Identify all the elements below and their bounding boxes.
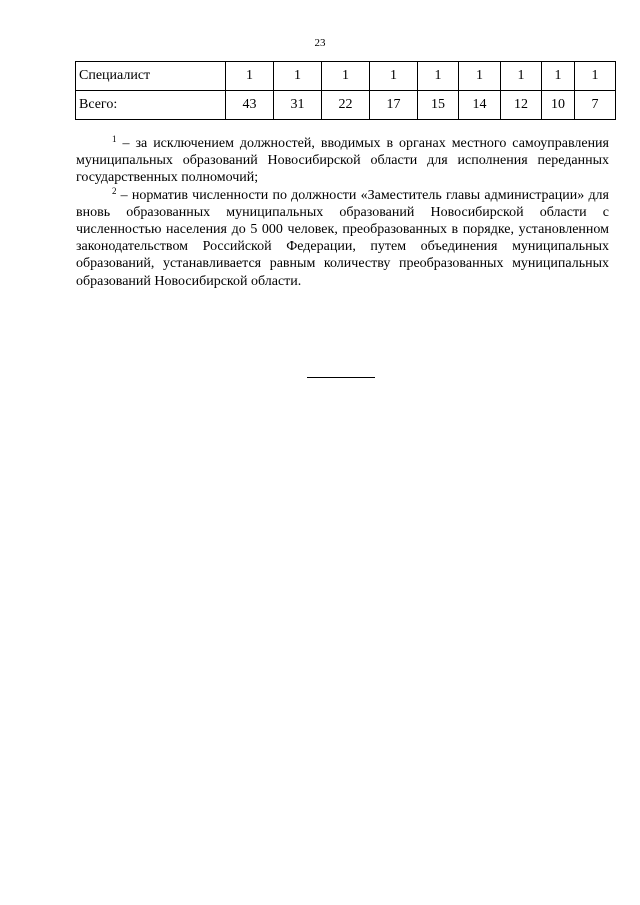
table-cell: 17 [370,91,418,120]
table-cell: 7 [575,91,616,120]
end-divider [307,377,375,378]
table-cell: 43 [226,91,274,120]
table-cell: 1 [370,62,418,91]
table-cell: 31 [274,91,322,120]
table-row-specialist [76,62,616,91]
table-cell: 10 [542,91,575,120]
table-cell: 1 [418,62,459,91]
staffing-table [75,61,616,120]
table-cell: 15 [418,91,459,120]
page-number: 23 [314,37,326,49]
table-cell: 1 [501,62,542,91]
table-cell: 22 [322,91,370,120]
footnote-mark: 2 [112,185,117,196]
table-cell: 1 [274,62,322,91]
table-cell: 1 [459,62,501,91]
footnote-text: – за исключением должностей, вводимых в органах местного самоуправления муниципальных образований Новосибирской области для исполнения переданных государственных полномочий; [76,136,609,186]
footnote-text: – норматив численности по должности «Заместитель главы администрации» для вновь образованных муниципальных образований Новосибирской области с численностью населения до 5 000 человек, преобразованных в порядке, установленном законодательством Российской Федерации, путем объединения муниципальных образований, устанавливается равным количеству преобразованных муниципальных образований Новосибирской области. [76,187,609,289]
row-label: Всего: [76,91,226,120]
table-cell: 1 [226,62,274,91]
table-cell: 1 [542,62,575,91]
footnote-mark: 1 [112,134,117,144]
footnotes [76,135,609,290]
table-row-total [76,91,616,120]
footnote-2 [76,187,609,290]
footnote-1 [76,135,609,187]
row-label: Специалист [76,62,226,91]
table-cell: 1 [322,62,370,91]
table-cell: 12 [501,91,542,120]
table-cell: 14 [459,91,501,120]
table-cell: 1 [575,62,616,91]
